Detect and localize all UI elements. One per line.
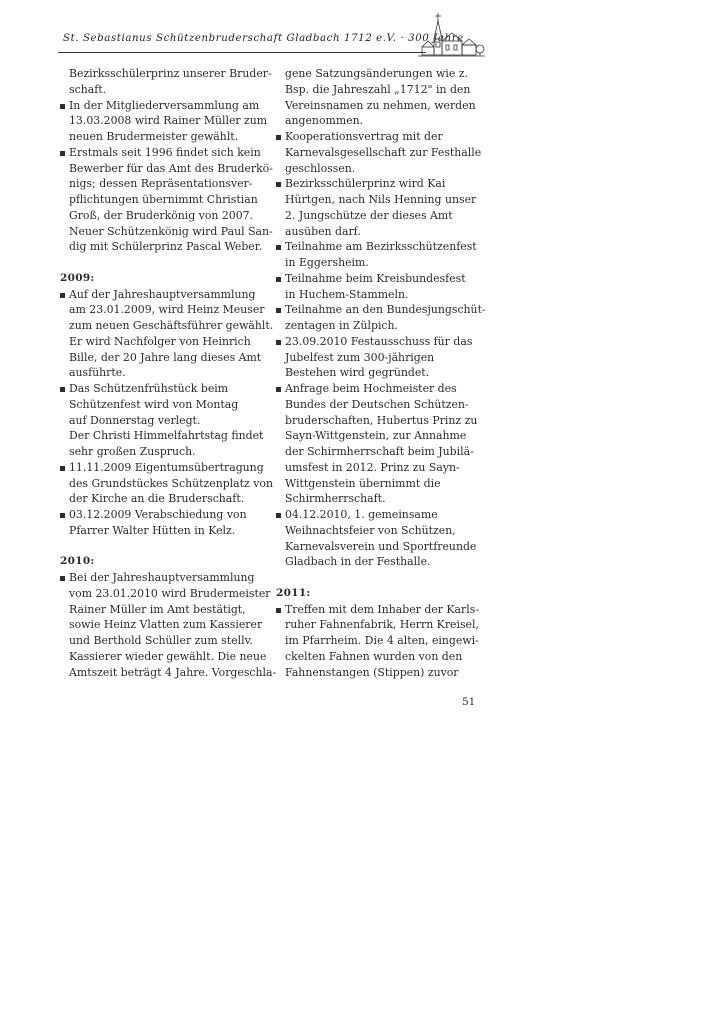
text-line: auf Donnerstag verlegt. xyxy=(69,413,201,427)
text-line: Vereinsnamen zu nehmen, werden xyxy=(285,98,476,112)
text-line: Bezirksschülerprinz unserer Bruder- xyxy=(69,67,272,80)
text-line: neuen Brudermeister gewählt. xyxy=(69,130,239,143)
text-line: Schirmherrschaft. xyxy=(285,492,386,506)
page-number: 51 xyxy=(462,696,476,708)
text-line: vom 23.01.2010 wird Brudermeister xyxy=(69,586,271,600)
text-line: gene Satzungsänderungen wie z. xyxy=(285,67,468,80)
text-line: Wittgenstein übernimmt die xyxy=(285,476,441,490)
text-line: dig mit Schülerprinz Pascal Weber. xyxy=(69,240,263,254)
text-line: Karnevalsverein und Sportfreunde xyxy=(285,539,477,553)
bullet-item-line: Treffen mit dem Inhaber der Karls- xyxy=(276,602,486,618)
text-line: Bewerber für das Amt des Bruderkö- xyxy=(69,161,273,175)
text-line: sehr großen Zuspruch. xyxy=(69,445,196,458)
text-line: geschlossen. xyxy=(285,161,356,175)
header-title: St. Sebastianus Schützenbruderschaft Gladbach 1712 e.V. · 300 Jahre xyxy=(63,33,464,44)
text-line: ruher Fahnenfabrik, Herrn Kreisel, xyxy=(285,618,479,632)
text-line: am 23.01.2009, wird Heinz Meuser xyxy=(69,303,265,317)
text-line: und Berthold Schüller zum stellv. xyxy=(69,634,253,647)
right-column xyxy=(276,66,486,680)
text-line: zentagen in Zülpich. xyxy=(285,319,399,332)
text-line: Schützenfest wird von Montag xyxy=(69,397,239,411)
bullet-item-line: Bei der Jahreshauptversammlung xyxy=(60,570,270,586)
running-header xyxy=(58,25,485,59)
text-line: nigs; dessen Repräsentationsver- xyxy=(69,177,253,191)
text-line: Karnevalsgesellschaft zur Festhalle xyxy=(285,145,482,159)
text-line: ausführte. xyxy=(69,366,126,380)
bullet-item-line: 23.09.2010 Festausschuss für das xyxy=(276,334,486,350)
text-line: Bille, der 20 Jahre lang dieses Amt xyxy=(69,350,262,364)
text-line: ausüben darf. xyxy=(285,224,361,238)
text-line: schaft. xyxy=(69,82,107,96)
text-line: Amtszeit beträgt 4 Jahre. Vorgeschla- xyxy=(69,665,277,679)
spacer xyxy=(60,255,270,271)
text-line: Kassierer wieder gewählt. Die neue xyxy=(69,649,267,663)
bullet-item-line: Anfrage beim Hochmeister des xyxy=(276,381,486,397)
bullet-item-line: Teilnahme an den Bundesjungschüt- xyxy=(276,302,486,318)
left-column xyxy=(60,66,277,680)
text-line: Der Christi Himmelfahrtstag findet xyxy=(69,429,264,443)
year-heading: 2009: xyxy=(60,271,95,284)
text-line: Hürtgen, nach Nils Henning unser xyxy=(285,193,477,206)
bullet-item-line: 11.11.2009 Eigentumsübertragung xyxy=(60,460,270,476)
text-line: in Eggersheim. xyxy=(285,256,369,269)
text-line: pflichtungen übernimmt Christian xyxy=(69,193,258,206)
text-line: Bsp. die Jahreszahl „1712" in den xyxy=(285,82,471,96)
text-line: im Pfarrheim. Die 4 alten, eingewi- xyxy=(285,634,479,647)
church-village-logo-icon xyxy=(416,11,486,59)
text-line: sowie Heinz Vlatten zum Kassierer xyxy=(69,618,263,632)
bullet-item-line: Auf der Jahreshauptversammlung xyxy=(60,287,270,303)
text-line: Fahnenstangen (Stippen) zuvor xyxy=(285,665,459,679)
bullet-item-line: Erstmals seit 1996 findet sich kein xyxy=(60,145,270,161)
text-line: ckelten Fahnen wurden von den xyxy=(285,649,463,663)
spacer xyxy=(60,539,270,555)
text-line: 13.03.2008 wird Rainer Müller zum xyxy=(69,114,268,128)
text-line: zum neuen Geschäftsführer gewählt. xyxy=(69,319,274,332)
text-line: 2. Jungschütze der dieses Amt xyxy=(285,208,453,222)
bullet-item-line: In der Mitgliederversammlung am xyxy=(60,98,270,114)
text-line: in Huchem-Stammeln. xyxy=(285,287,409,301)
text-line: Er wird Nachfolger von Heinrich xyxy=(69,334,251,348)
bullet-item-line: Teilnahme am Bezirksschützenfest xyxy=(276,239,486,255)
text-line: Bestehen wird gegründet. xyxy=(285,366,430,380)
bullet-item-line: 03.12.2009 Verabschiedung von xyxy=(60,507,270,523)
text-line: Neuer Schützenkönig wird Paul San- xyxy=(69,224,273,238)
text-line: Gladbach in der Festhalle. xyxy=(285,555,431,569)
text-line: Jubelfest zum 300-jährigen xyxy=(285,350,435,364)
text-line: der Kirche an die Bruderschaft. xyxy=(69,492,245,506)
year-heading: 2011: xyxy=(276,586,311,599)
text-line: Rainer Müller im Amt bestätigt, xyxy=(69,602,246,616)
spacer xyxy=(276,570,486,586)
bullet-item-line: Teilnahme beim Kreisbundesfest xyxy=(276,271,486,287)
bullet-item-line: Bezirksschülerprinz wird Kai xyxy=(276,176,486,192)
year-heading: 2010: xyxy=(60,555,95,568)
text-line: der Schirmherrschaft beim Jubilä- xyxy=(285,445,474,458)
text-line: umsfest in 2012. Prinz zu Sayn- xyxy=(285,460,460,474)
text-line: Sayn-Wittgenstein, zur Annahme xyxy=(285,429,467,443)
text-line: des Grundstückes Schützenplatz von xyxy=(69,476,273,490)
text-line: Groß, der Bruderkönig von 2007. xyxy=(69,208,254,222)
text-line: bruderschaften, Hubertus Prinz zu xyxy=(285,413,478,427)
bullet-item-line: Das Schützenfrühstück beim xyxy=(60,381,270,397)
header-rule xyxy=(58,52,426,53)
bullet-item-line: 04.12.2010, 1. gemeinsame xyxy=(276,507,486,523)
text-line: Weihnachtsfeier von Schützen, xyxy=(285,523,456,537)
bullet-item-line: Kooperationsvertrag mit der xyxy=(276,129,486,145)
text-line: Bundes der Deutschen Schützen- xyxy=(285,397,469,411)
text-line: Pfarrer Walter Hütten in Kelz. xyxy=(69,523,236,537)
text-line: angenommen. xyxy=(285,114,364,128)
